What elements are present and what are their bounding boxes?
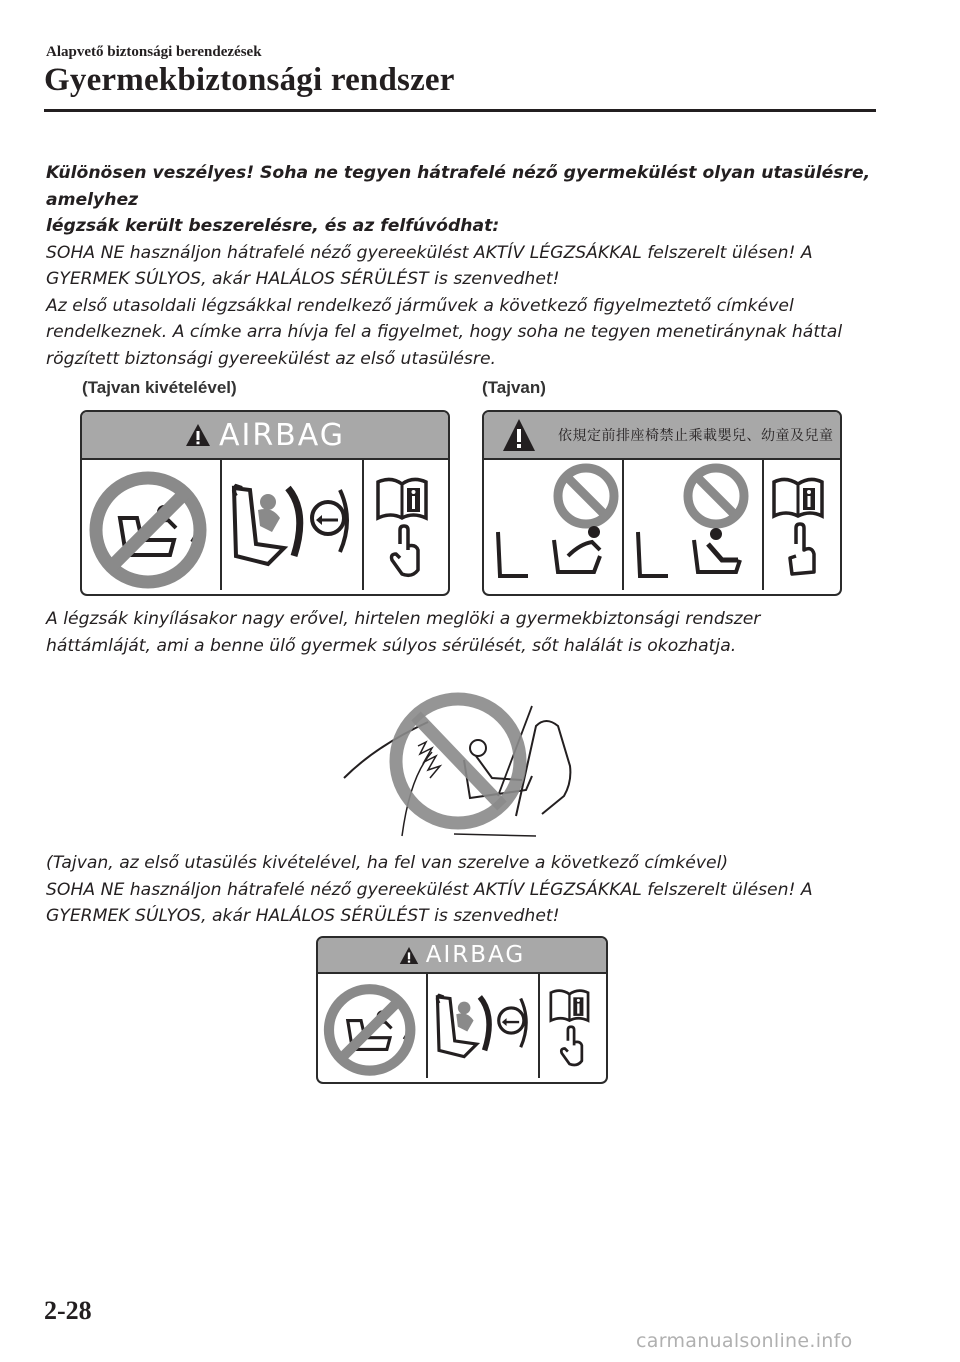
warning-paragraph bbox=[46, 160, 876, 372]
airbag-text: AIRBAG bbox=[425, 942, 526, 968]
prohibited-rear-seat-cell bbox=[318, 974, 428, 1078]
airbag-label-header bbox=[318, 938, 606, 974]
airbag-deployment-illustration bbox=[336, 686, 586, 842]
warning-lead-line-1: Különösen veszélyes! Soha ne tegyen hátrafelé néző gyermekülést olyan utasülésre, amelyhez bbox=[46, 163, 871, 210]
section-label: Alapvető biztonsági berendezések bbox=[46, 44, 262, 60]
prohibited-child-seat-icon bbox=[82, 460, 220, 590]
explanation-line-2: háttámláját, ami a benne ülő gyermek súlyos sérülését, sőt halálát is okozhatja. bbox=[46, 635, 737, 656]
prohibited-front-seat-cell-1 bbox=[484, 460, 624, 590]
warning-line-4: rendelkeznek. A címke arra hívja fel a figyelmet, hogy soha ne tegyen menetiránynak háttal bbox=[46, 322, 843, 342]
airbag-deploy-icon bbox=[428, 974, 538, 1078]
airbag-deploy-icon bbox=[222, 460, 362, 590]
warning-lead-line-2: légzsák került beszerelésre, és az felfúvódhat: bbox=[46, 216, 500, 236]
prohibited-child-seat-icon bbox=[624, 460, 762, 590]
taiwan-label-header bbox=[484, 412, 840, 460]
prohibited-rear-seat-cell bbox=[82, 460, 222, 590]
explanation-paragraph bbox=[46, 606, 876, 659]
warning-line-1: SOHA NE használjon hátrafelé néző gyereekülést AKTÍV LÉGZSÁKKAL felszerelt ülésen! A bbox=[46, 242, 813, 263]
read-manual-icon bbox=[764, 460, 836, 590]
explanation-line-1: A légzsák kinyílásakor nagy erővel, hirtelen meglöki a gyermekbiztonsági rendszer bbox=[46, 609, 761, 629]
taiwan-airbag-warning-label bbox=[482, 410, 842, 596]
taiwan-note-line-1: (Tajvan, az első utasülés kivételével, ha fel van szerelve a következő címkével) bbox=[46, 853, 729, 873]
taiwan-note-line-3: GYERMEK SÚLYOS, akár HALÁLOS SÉRÜLÉST is szenvedhet! bbox=[46, 906, 560, 926]
read-manual-cell bbox=[540, 974, 602, 1078]
airbag-warning-label bbox=[80, 410, 450, 596]
prohibited-child-seat-icon bbox=[484, 460, 622, 590]
airbag-deploy-cell bbox=[428, 974, 540, 1078]
warning-line-5: rögzített biztonsági gyereekülést az első utasülésre. bbox=[46, 348, 496, 369]
read-manual-cell bbox=[764, 460, 836, 590]
warning-line-2: GYERMEK SÚLYOS, akár HALÁLOS SÉRÜLÉST is szenvedhet! bbox=[46, 269, 560, 289]
taiwan-note-paragraph bbox=[46, 850, 876, 930]
airbag-text: AIRBAG bbox=[218, 417, 346, 453]
prohibited-child-seat-icon bbox=[318, 974, 426, 1078]
taiwan-note-line-2: SOHA NE használjon hátrafelé néző gyereekülést AKTÍV LÉGZSÁKKAL felszerelt ülésen! A bbox=[46, 879, 813, 900]
prohibited-front-seat-cell-2 bbox=[624, 460, 764, 590]
airbag-label-header bbox=[82, 412, 448, 460]
read-manual-cell bbox=[364, 460, 444, 590]
read-manual-icon bbox=[540, 974, 602, 1078]
page-title: Gyermekbiztonsági rendszer bbox=[44, 62, 455, 98]
page-number: 2-28 bbox=[44, 1296, 92, 1325]
title-divider bbox=[44, 109, 876, 112]
label-caption-taiwan: (Tajvan) bbox=[482, 378, 546, 397]
airbag-warning-label-bottom bbox=[316, 936, 608, 1084]
warning-triangle-icon bbox=[185, 423, 211, 447]
taiwan-warning-text: 依規定前排座椅禁止乘載嬰兒、幼童及兒童 bbox=[558, 428, 834, 444]
read-manual-icon bbox=[364, 460, 444, 590]
warning-triangle-icon bbox=[502, 418, 536, 452]
warning-line-3: Az első utasoldali légzsákkal rendelkező járművek a következő figyelmeztető címkével bbox=[46, 295, 794, 316]
watermark: carmanualsonline.info bbox=[636, 1330, 853, 1352]
airbag-deploy-cell bbox=[222, 460, 364, 590]
warning-triangle-icon bbox=[399, 946, 419, 965]
child-seat-airbag-illustration bbox=[336, 686, 586, 842]
label-caption-non-taiwan: (Tajvan kivételével) bbox=[82, 378, 237, 397]
